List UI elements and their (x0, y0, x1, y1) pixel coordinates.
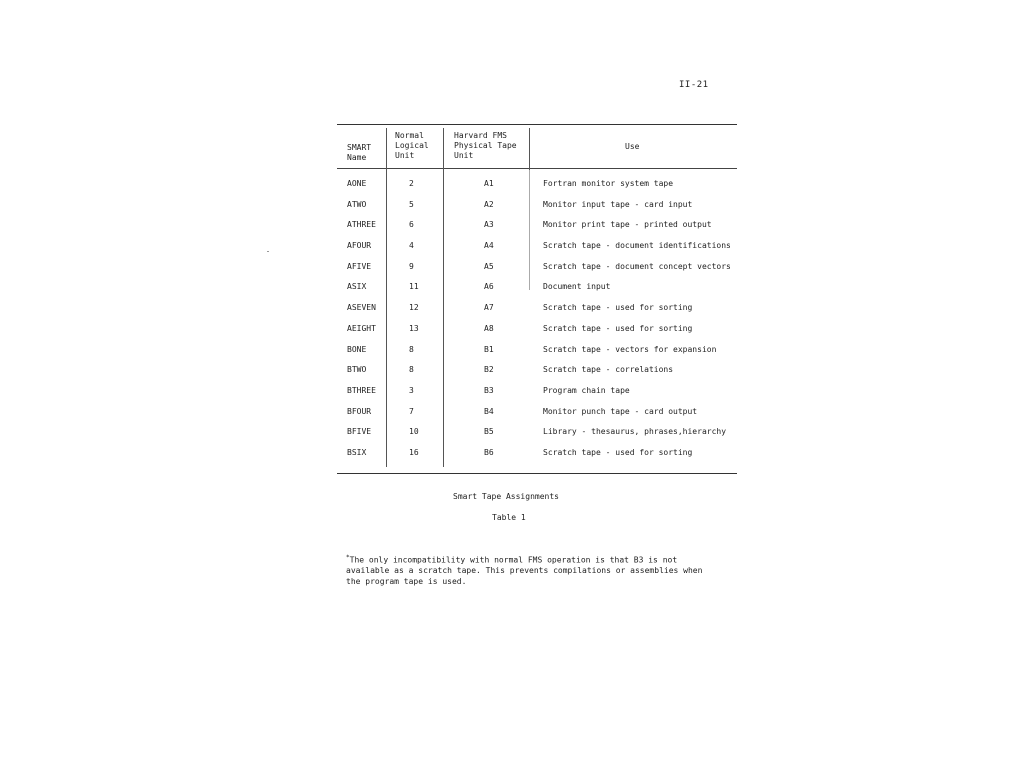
cell-harvard-unit: A4 (484, 241, 494, 251)
cell-harvard-unit: A3 (484, 220, 494, 230)
cell-normal-unit: 8 (409, 344, 414, 354)
cell-use: Monitor punch tape - card output (543, 406, 698, 416)
cell-smart-name: ATWO (347, 199, 367, 209)
cell-smart-name: ATHREE (347, 220, 376, 230)
cell-normal-unit: 7 (409, 406, 414, 416)
table-bottom-rule (337, 473, 737, 474)
cell-normal-unit: 8 (409, 365, 414, 375)
cell-normal-unit: 13 (409, 323, 419, 333)
cell-harvard-unit: B3 (484, 385, 494, 395)
table-row (337, 175, 737, 196)
cell-harvard-unit: B2 (484, 365, 494, 375)
cell-harvard-unit: A8 (484, 323, 494, 333)
cell-normal-unit: 10 (409, 427, 419, 437)
cell-normal-unit: 5 (409, 199, 414, 209)
cell-use: Scratch tape - document identifications (543, 241, 731, 251)
table-row (337, 403, 737, 424)
header-normal-logical-unit: Normal Logical Unit (395, 131, 429, 160)
table-body (337, 175, 737, 465)
header-use: Use (625, 142, 640, 151)
cell-use: Monitor print tape - printed output (543, 220, 712, 230)
cell-smart-name: ASIX (347, 282, 367, 292)
header-harvard-physical-unit: Harvard FMS Physical Tape Unit (454, 131, 517, 160)
cell-smart-name: ASEVEN (347, 303, 376, 313)
cell-use: Scratch tape - used for sorting (543, 323, 693, 333)
cell-use: Scratch tape - used for sorting (543, 447, 693, 457)
table-row (337, 237, 737, 258)
cell-use: Document input (543, 282, 611, 292)
cell-smart-name: AEIGHT (347, 323, 376, 333)
cell-normal-unit: 6 (409, 220, 414, 230)
cell-smart-name: BSIX (347, 447, 367, 457)
header-smart-name: SMART Name (347, 143, 372, 162)
cell-normal-unit: 12 (409, 303, 419, 313)
cell-harvard-unit: B1 (484, 344, 494, 354)
table-row (337, 299, 737, 320)
cell-normal-unit: 4 (409, 241, 414, 251)
table-row (337, 278, 737, 299)
table-row (337, 444, 737, 465)
table-row (337, 196, 737, 217)
cell-smart-name: BFOUR (347, 406, 372, 416)
cell-use: Fortran monitor system tape (543, 179, 674, 188)
table-row (337, 382, 737, 403)
cell-use: Scratch tape - used for sorting (543, 303, 693, 313)
cell-harvard-unit: B6 (484, 447, 494, 457)
footnote-text: The only incompatibility with normal FMS operation is that B3 is not available as a scratch tape. This prevents compilations or assemblies when the program tape is used. (346, 555, 703, 586)
footnote (346, 553, 706, 587)
cell-harvard-unit: B4 (484, 406, 494, 416)
cell-smart-name: BFIVE (347, 427, 372, 437)
stray-mark (267, 251, 269, 252)
cell-harvard-unit: A6 (484, 282, 494, 292)
cell-smart-name: AFIVE (347, 261, 372, 271)
cell-use: Scratch tape - vectors for expansion (543, 344, 717, 354)
table-row (337, 361, 737, 382)
table-row (337, 258, 737, 279)
table-row (337, 320, 737, 341)
page-number: II-21 (679, 80, 709, 90)
cell-normal-unit: 9 (409, 261, 414, 271)
cell-use: Scratch tape - correlations (543, 365, 674, 375)
tape-assignment-table (337, 124, 737, 474)
cell-harvard-unit: B5 (484, 427, 494, 437)
cell-use: Library - thesaurus, phrases,hierarchy (543, 427, 727, 437)
cell-smart-name: BTHREE (347, 385, 376, 395)
cell-harvard-unit: A5 (484, 261, 494, 271)
cell-normal-unit: 3 (409, 385, 414, 395)
cell-use: Program chain tape (543, 385, 630, 395)
cell-normal-unit: 16 (409, 447, 419, 457)
cell-use: Scratch tape - document concept vectors (543, 261, 731, 271)
table-number: Table 1 (492, 513, 526, 522)
table-caption: Smart Tape Assignments (453, 492, 559, 501)
table-header (337, 125, 737, 168)
cell-harvard-unit: A2 (484, 199, 494, 209)
cell-use: Monitor input tape - card input (543, 199, 693, 209)
cell-smart-name: AONE (347, 179, 367, 188)
table-row (337, 423, 737, 444)
footnote-mark: * (346, 554, 350, 561)
cell-smart-name: BTWO (347, 365, 367, 375)
table-header-rule (337, 168, 737, 169)
cell-normal-unit: 2 (409, 179, 414, 188)
cell-smart-name: BONE (347, 344, 367, 354)
cell-smart-name: AFOUR (347, 241, 372, 251)
table-row (337, 216, 737, 237)
table-row (337, 341, 737, 362)
cell-harvard-unit: A7 (484, 303, 494, 313)
cell-harvard-unit: A1 (484, 179, 494, 188)
cell-normal-unit: 11 (409, 282, 419, 292)
